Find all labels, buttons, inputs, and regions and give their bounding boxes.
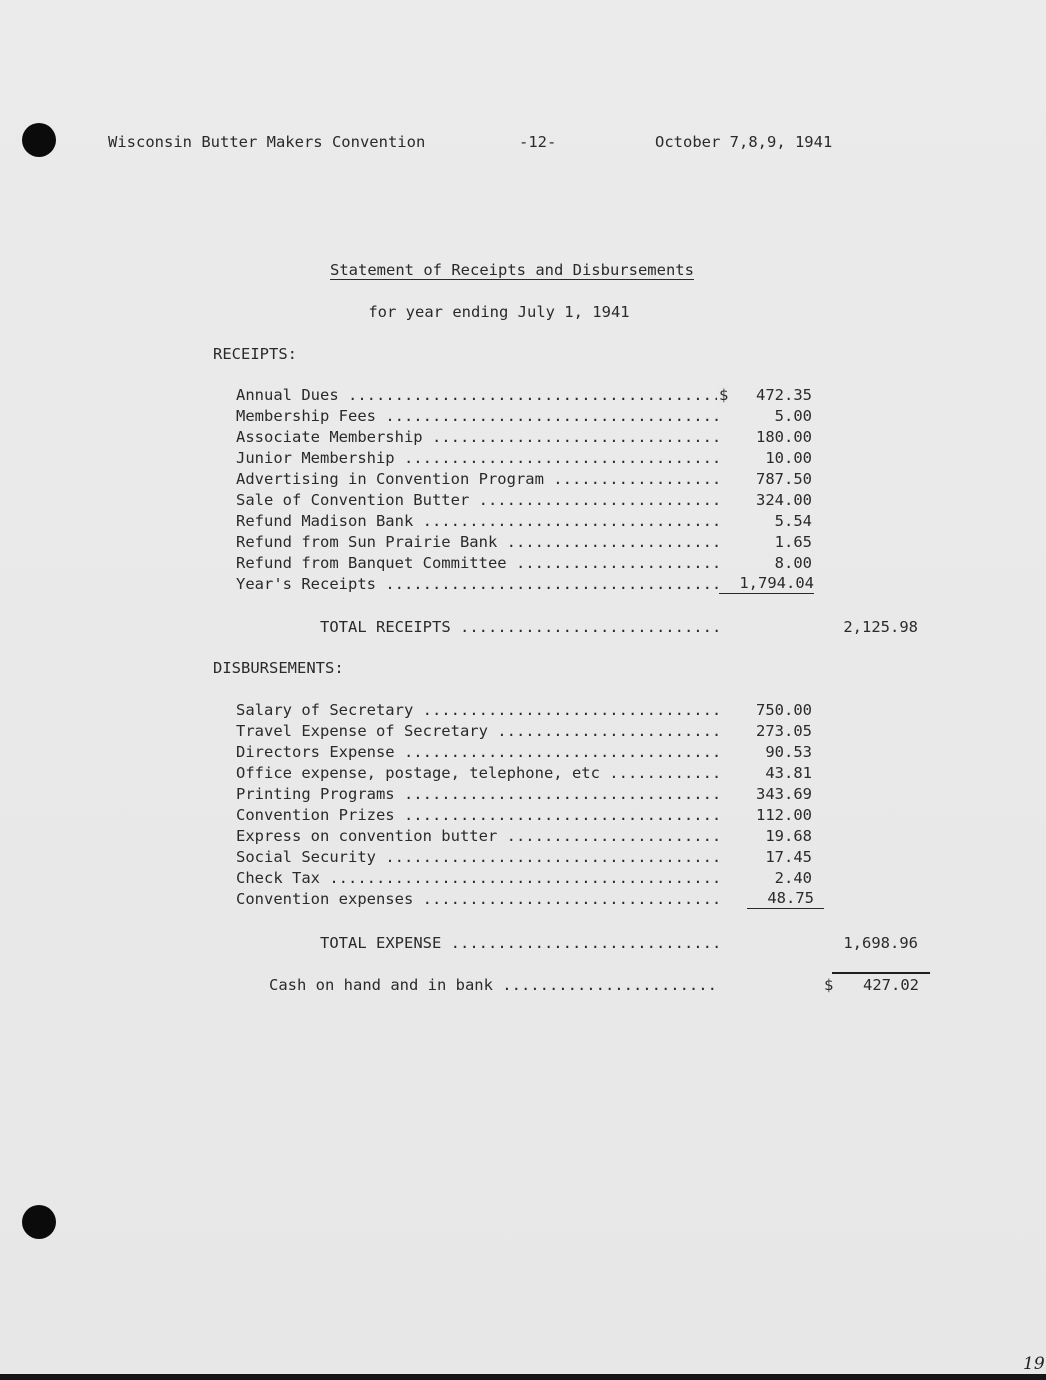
- disbursement-label: Printing Programs .....: [236, 784, 720, 805]
- disbursement-amount: 2.40: [774, 869, 812, 887]
- disbursement-label: Office expense, postage, telephone, etc .....: [236, 763, 720, 784]
- receipt-row: [236, 532, 816, 553]
- total-expense-amount: 1,698.96: [843, 934, 918, 952]
- disbursement-amount: 273.05: [756, 722, 812, 740]
- disbursement-label: Travel Expense of Secretary .....: [236, 721, 720, 742]
- disbursement-label: Express on convention butter .....: [236, 826, 720, 847]
- disbursement-amount: 19.68: [765, 827, 812, 845]
- disbursement-row: [236, 889, 826, 910]
- disbursement-row: [236, 700, 816, 721]
- receipt-row: [236, 553, 816, 574]
- disbursement-amount: 343.69: [756, 785, 812, 803]
- disbursement-row: [236, 721, 816, 742]
- disbursement-label: Social Security .....: [236, 847, 720, 868]
- receipt-row: [236, 511, 816, 532]
- receipt-amount: 8.00: [774, 554, 812, 572]
- receipt-amount: 324.00: [756, 491, 812, 509]
- receipt-label: Membership Fees .....: [236, 406, 720, 427]
- punch-hole-top: [22, 123, 56, 157]
- disbursement-label: Convention Prizes .....: [236, 805, 720, 826]
- cash-on-hand-label: Cash on hand and in bank .....: [269, 974, 720, 996]
- document-subtitle: for year ending July 1, 1941: [368, 303, 630, 321]
- disbursement-row: [236, 805, 816, 826]
- receipt-label: Associate Membership .....: [236, 427, 720, 448]
- receipt-row: [236, 574, 816, 595]
- disbursement-label: Convention expenses .....: [236, 889, 720, 910]
- punch-hole-bottom: [22, 1205, 56, 1239]
- document-title: Statement of Receipts and Disbursements: [330, 261, 694, 279]
- disbursement-amount: 750.00: [756, 701, 812, 719]
- total-receipts-row: [320, 616, 918, 638]
- total-receipts-amount: 2,125.98: [843, 618, 918, 636]
- scan-bottom-edge: [0, 1374, 1046, 1380]
- handwritten-page-number: 19: [1023, 1354, 1045, 1374]
- cash-on-hand-amount: 427.02: [863, 976, 919, 994]
- header-date: October 7,8,9, 1941: [655, 133, 833, 151]
- receipt-amount: 472.35: [756, 386, 812, 404]
- receipt-label: Refund Madison Bank .....: [236, 511, 720, 532]
- disbursement-amount: 90.53: [765, 743, 812, 761]
- receipt-amount: 787.50: [756, 470, 812, 488]
- disbursement-label: Check Tax .....: [236, 868, 720, 889]
- receipt-amount: 1.65: [774, 533, 812, 551]
- disbursements-heading: DISBURSEMENTS:: [213, 659, 344, 677]
- receipt-amount: 1,794.04: [719, 574, 814, 594]
- disbursement-row: [236, 826, 816, 847]
- dollar-sign: $: [719, 386, 729, 404]
- receipt-row: [236, 448, 816, 469]
- receipt-amount: 180.00: [756, 428, 812, 446]
- receipt-label: Refund from Sun Prairie Bank .....: [236, 532, 720, 553]
- receipt-row: [236, 490, 816, 511]
- receipt-row: [236, 469, 816, 490]
- receipt-row: [236, 406, 816, 427]
- disbursement-amount: 17.45: [765, 848, 812, 866]
- receipt-amount: 10.00: [765, 449, 812, 467]
- receipt-label: Sale of Convention Butter .....: [236, 490, 720, 511]
- receipt-amount: 5.00: [774, 407, 812, 425]
- receipt-row: [236, 385, 816, 406]
- receipt-label: Annual Dues .....: [236, 385, 720, 406]
- disbursement-label: Directors Expense .....: [236, 742, 720, 763]
- receipt-label: Advertising in Convention Program .....: [236, 469, 720, 490]
- disbursement-row: [236, 742, 816, 763]
- disbursement-row: [236, 763, 816, 784]
- disbursement-amount: 43.81: [765, 764, 812, 782]
- disbursement-row: [236, 784, 816, 805]
- receipt-row: [236, 427, 816, 448]
- total-receipts-label: TOTAL RECEIPTS .....: [320, 616, 720, 638]
- header-organization: Wisconsin Butter Makers Convention: [108, 133, 426, 151]
- disbursement-amount: 112.00: [756, 806, 812, 824]
- total-expense-row: [320, 932, 918, 954]
- total-expense-label: TOTAL EXPENSE .....: [320, 932, 720, 954]
- disbursement-row: [236, 868, 816, 889]
- disbursement-amount: 48.75: [747, 889, 824, 909]
- receipt-label: Junior Membership .....: [236, 448, 720, 469]
- cash-on-hand-row: [269, 974, 919, 996]
- header-page-number: -12-: [519, 133, 557, 151]
- receipt-label: Year's Receipts .....: [236, 574, 720, 595]
- receipts-heading: RECEIPTS:: [213, 345, 297, 363]
- receipt-label: Refund from Banquet Committee .....: [236, 553, 720, 574]
- cash-dollar-sign: $: [824, 976, 834, 994]
- disbursement-row: [236, 847, 816, 868]
- receipt-amount: 5.54: [774, 512, 812, 530]
- disbursement-label: Salary of Secretary .....: [236, 700, 720, 721]
